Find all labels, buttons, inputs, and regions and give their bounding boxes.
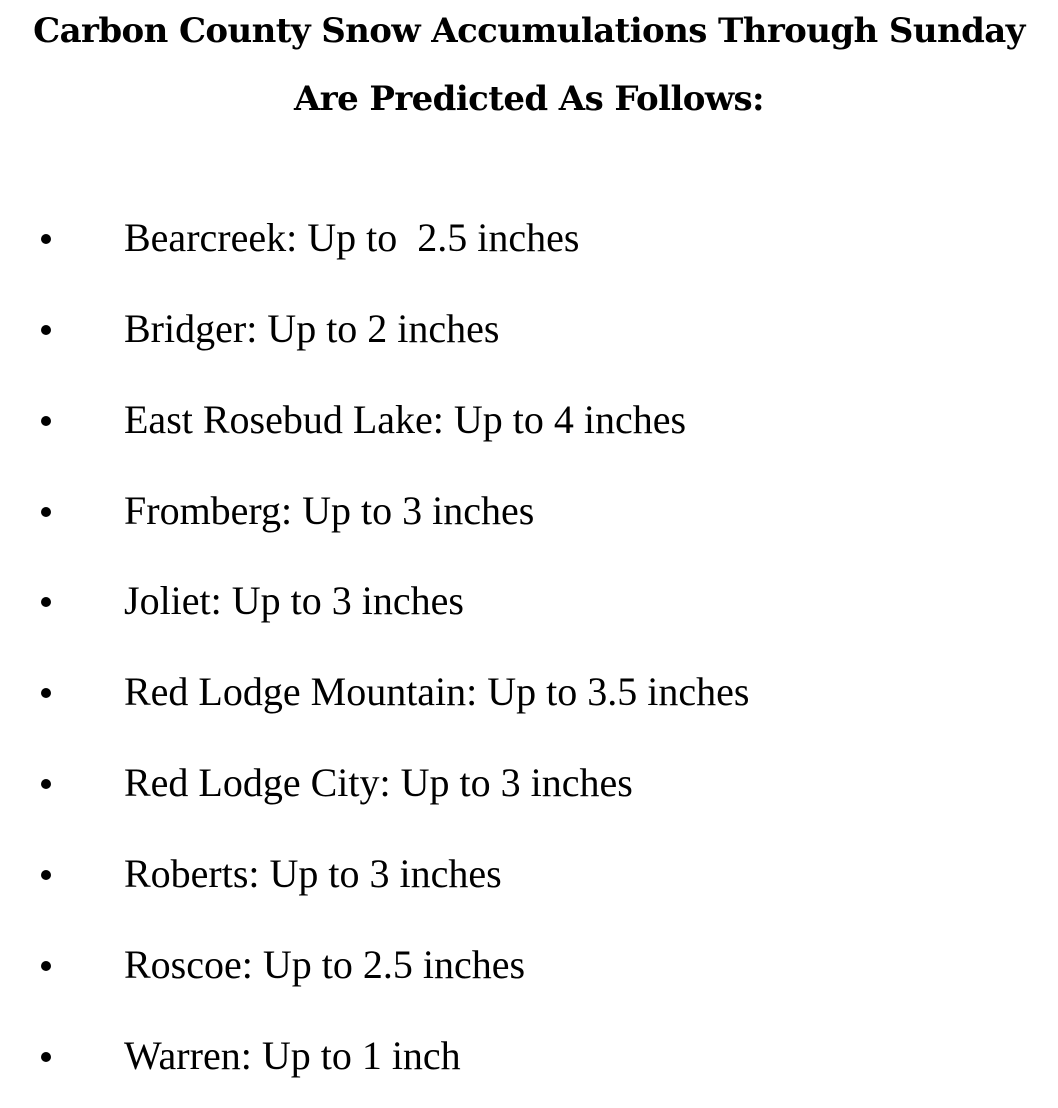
bullet-icon [41, 416, 51, 426]
bullet-icon [41, 234, 51, 244]
bullet-icon [41, 507, 51, 517]
list-item-text: Joliet: Up to 3 inches [124, 578, 464, 623]
list-item [0, 850, 1000, 900]
list-item [0, 396, 1000, 446]
list-item [0, 577, 1000, 627]
list-item [0, 668, 1000, 718]
list-item-text: Warren: Up to 1 inch [124, 1033, 461, 1078]
bullet-icon [41, 688, 51, 698]
list-item [0, 214, 1000, 264]
bullet-icon [41, 961, 51, 971]
list-item-text: Roberts: Up to 3 inches [124, 851, 502, 896]
bullet-icon [41, 870, 51, 880]
list-item [0, 305, 1000, 355]
list-item [0, 941, 1000, 991]
bullet-icon [41, 1052, 51, 1062]
list-item-text: Red Lodge City: Up to 3 inches [124, 760, 633, 805]
bullet-icon [41, 325, 51, 335]
heading-line-2: Are Predicted As Follows: [294, 79, 764, 119]
list-item [0, 759, 1000, 809]
heading-line-1: Carbon County Snow Accumulations Through Sunday [33, 11, 1025, 51]
list-item-text: Red Lodge Mountain: Up to 3.5 inches [124, 669, 750, 714]
list-item-text: Bearcreek: Up to 2.5 inches [124, 215, 580, 260]
list-item [0, 487, 1000, 537]
bullet-icon [41, 779, 51, 789]
list-item-text: East Rosebud Lake: Up to 4 inches [124, 397, 687, 442]
list-item-text: Bridger: Up to 2 inches [124, 306, 500, 351]
list-item-text: Roscoe: Up to 2.5 inches [124, 942, 526, 987]
list-item-text: Fromberg: Up to 3 inches [124, 488, 535, 533]
list-item [0, 1032, 1000, 1082]
bullet-icon [41, 597, 51, 607]
